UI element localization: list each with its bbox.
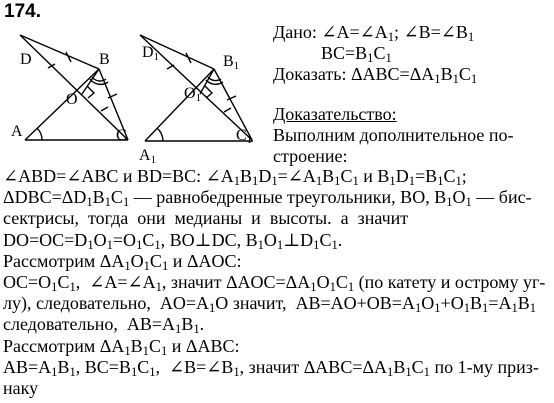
proof-line: наку	[3, 378, 39, 398]
proof-intro-line-2: строение:	[273, 146, 348, 166]
label-b: B	[99, 51, 110, 68]
proof-line: сектрисы, тогда они медианы и высоты. а значит	[3, 208, 409, 229]
label-c1: C1	[236, 127, 253, 146]
proof-intro-line-1: Выполним дополнительное по-	[273, 125, 514, 145]
angle-arc-a	[37, 128, 42, 140]
proof-heading: Доказательство:	[273, 104, 397, 124]
tick-mark	[224, 108, 231, 112]
proof-line: следовательно, $AB=A_1B_1$.	[3, 314, 205, 337]
angle-arc-b	[92, 77, 106, 81]
label-c: C	[116, 127, 127, 144]
proof-line: $\Delta DBC=\Delta D_1B_1C_1$ — равнобедренные треугольники, BO, $B_1O_1$ — бис-	[3, 187, 532, 210]
proof-line: лу), следовательно, $AO=A_1O$ значит, $AB=AO+OB=A_1O_1+O_1B_1=A_1B_1$	[3, 293, 537, 316]
line-d-c	[20, 35, 128, 140]
line-d-b-ext	[20, 35, 99, 69]
proof-line: $AB=A_1B_1$, $BC=B_1C_1$, $\angle B=\angle B_1$, значит $\Delta ABC=\Delta A_1B_1C_1$ по 1-му приз-	[3, 356, 539, 379]
angle-arc-a1	[157, 128, 163, 141]
proof-line: Рассмотрим $\Delta A_1O_1C_1$ и ΔAOC:	[3, 250, 242, 273]
prove-line: Доказать: $\Delta ABC=\Delta A_1B_1C_1$	[273, 64, 478, 87]
label-a: A	[11, 123, 23, 140]
label-o: O	[66, 91, 78, 108]
line-a1-b1	[145, 69, 214, 141]
figure-right-labels	[139, 44, 252, 166]
problem-number: 174.	[4, 1, 41, 22]
line-a-b	[25, 69, 99, 140]
given-line-2: $BC=B_1C_1$	[321, 43, 392, 66]
figure-left	[20, 35, 128, 140]
proof-line: Рассмотрим $\Delta A_1B_1C_1$ и ΔABC:	[3, 335, 240, 358]
proof-line: ∠ABD=∠ABC и BD=BC: $\angle A_1B_1D_1=\angle A_1B_1C_1$ и $B_1D_1=B_1C_1$;	[3, 166, 467, 189]
label-b1: B1	[223, 53, 240, 72]
given-line-1: Дано: $\angle A=\angle A_1$; $\angle B=\angle B_1$	[273, 22, 475, 45]
label-a1: A1	[139, 147, 157, 166]
label-d1: D1	[142, 44, 160, 63]
tick-mark	[101, 107, 108, 111]
right-angle-mark	[87, 86, 94, 98]
label-d: D	[20, 51, 32, 68]
proof-line: $OC=O_1C_1$, $\angle A=\angle A_1$, значит $\Delta AOC=\Delta A_1O_1C_1$ (по катету и острому уг-	[3, 272, 546, 295]
tick-mark	[167, 65, 174, 69]
proof-line: $DO=OC=D_1O_1=O_1C_1$, BO⊥DC, $B_1O_1\perp D_1C_1$.	[3, 229, 343, 252]
label-o1: O1	[184, 85, 202, 104]
